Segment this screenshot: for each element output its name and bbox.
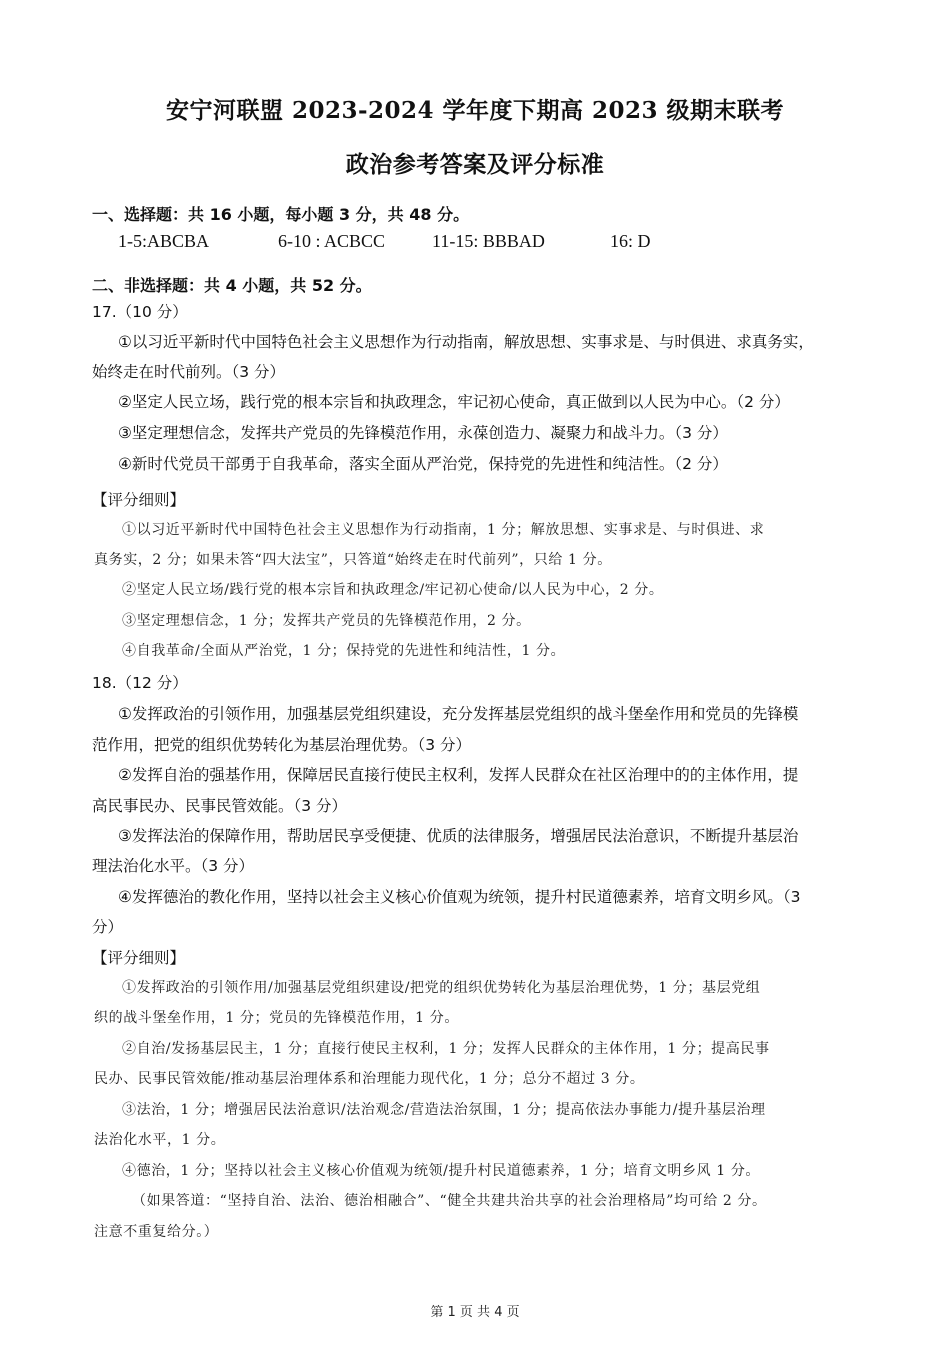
section1-heading: 一、选择题：共 16 小题，每小题 3 分，共 48 分。	[92, 205, 470, 224]
document-subtitle: 政治参考答案及评分标准	[345, 151, 605, 178]
q17-point-4: ④新时代党员干部勇于自我革命，落实全面从严治党，保持党的先进性和纯洁性。（2 分）	[118, 455, 728, 473]
q18-point-3-cont: 理法治化水平。（3 分）	[92, 857, 255, 875]
q17-point-2: ②坚定人民立场，践行党的根本宗旨和执政理念，牢记初心使命，真正做到以人民为中心。（2 分）	[118, 393, 790, 411]
q17-rubric-2: ②坚定人民立场/践行党的根本宗旨和执政理念/牢记初心使命/以人民为中心，2 分。	[122, 582, 664, 598]
q18-rubric-1: ①发挥政治的引领作用/加强基层党组织建设/把党的组织优势转化为基层治理优势，1 分；基层党组	[122, 980, 761, 996]
q17-rubric-1-cont: 真务实，2 分；如果未答“四大法宝”，只答道“始终走在时代前列”，只给 1 分。	[94, 552, 612, 568]
answer-group-1: 1-5:ABCBA	[118, 231, 210, 251]
answer-group-4: 16: D	[610, 231, 651, 251]
q18-point-4-cont: 分）	[92, 918, 124, 936]
q17-rubric-4: ④自我革命/全面从严治党，1 分；保持党的先进性和纯洁性，1 分。	[122, 643, 566, 659]
q18-rubric-3: ③法治，1 分；增强居民法治意识/法治观念/营造法治氛围，1 分；提高依法办事能力/提升基层治理	[122, 1102, 766, 1118]
document-title: 安宁河联盟 2023-2024 学年度下期高 2023 级期末联考	[165, 97, 785, 124]
q18-point-3: ③发挥法治的保障作用，帮助居民享受便捷、优质的法律服务，增强居民法治意识，不断提升基层治	[118, 827, 799, 845]
q18-rubric-4: ④德治，1 分；坚持以社会主义核心价值观为统领/提升村民道德素养，1 分；培育文明乡风 1 分。	[122, 1163, 761, 1179]
q18-point-1: ①发挥政治的引领作用，加强基层党组织建设，充分发挥基层党组织的战斗堡垒作用和党员的先锋模	[118, 705, 799, 723]
q18-point-2-cont: 高民事民办、民事民管效能。（3 分）	[92, 797, 348, 815]
q18-point-2: ②发挥自治的强基作用，保障居民直接行使民主权利，发挥人民群众在社区治理中的的主体作用，提	[118, 766, 799, 784]
section2-heading: 二、非选择题：共 4 小题，共 52 分。	[92, 276, 372, 295]
q18-rubric-2: ②自治/发扬基层民主，1 分；直接行使民主权利，1 分；发挥人民群众的主体作用，1 分；提高民事	[122, 1041, 770, 1057]
answer-group-3: 11-15: BBBAD	[432, 231, 545, 251]
q18-rubric-2-cont: 民办、民事民管效能/推动基层治理体系和治理能力现代化，1 分；总分不超过 3 分。	[94, 1071, 645, 1087]
question-18-number: 18.（12 分）	[92, 674, 188, 692]
q18-rubric-3-cont: 法治化水平，1 分。	[94, 1132, 226, 1148]
q18-rubric-note-cont: 注意不重复给分。）	[94, 1224, 219, 1240]
q18-rubric-note: （如果答道：“坚持自治、法治、德治相融合”、“健全共建共治共享的社会治理格局”均可给 2 分。	[132, 1193, 767, 1209]
q17-point-1: ①以习近平新时代中国特色社会主义思想作为行动指南，解放思想、实事求是、与时俱进、求真务实，	[118, 333, 814, 351]
q18-point-4: ④发挥德治的教化作用，坚持以社会主义核心价值观为统领，提升村民道德素养，培育文明乡风。（3	[118, 888, 801, 906]
answer-group-2: 6-10 : ACBCC	[278, 231, 386, 251]
question-17-number: 17.（10 分）	[92, 303, 188, 321]
q17-rubric-3: ③坚定理想信念，1 分；发挥共产党员的先锋模范作用，2 分。	[122, 613, 531, 629]
q17-rubric-title: 【评分细则】	[92, 491, 186, 509]
q18-rubric-title: 【评分细则】	[92, 949, 186, 967]
q17-rubric-1: ①以习近平新时代中国特色社会主义思想作为行动指南，1 分；解放思想、实事求是、与时俱进、求	[122, 522, 765, 538]
q18-point-1-cont: 范作用，把党的组织优势转化为基层治理优势。（3 分）	[92, 736, 472, 754]
q18-rubric-1-cont: 织的战斗堡垒作用，1 分；党员的先锋模范作用，1 分。	[94, 1010, 459, 1026]
q17-point-3: ③坚定理想信念，发挥共产党员的先锋模范作用，永葆创造力、凝聚力和战斗力。（3 分）	[118, 424, 728, 442]
q17-point-1-cont: 始终走在时代前列。（3 分）	[92, 363, 286, 381]
page-footer: 第 1 页 共 4 页	[430, 1305, 520, 1320]
